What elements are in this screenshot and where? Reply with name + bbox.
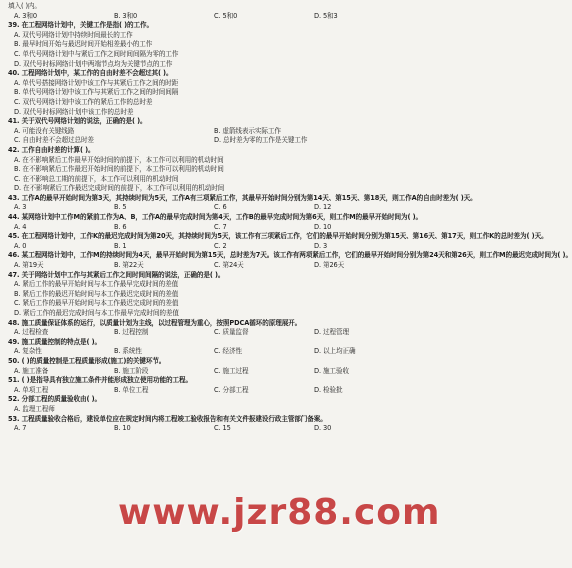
answer-option: A. 3 <box>14 203 27 212</box>
answer-option: B. 单代号网络计划中该工作与其紧后工作之间的时间间隔 <box>14 88 179 97</box>
question-stem: 52. 分部工程的质量验收由( )。 <box>8 395 102 404</box>
answer-option: C. 自由时差不会超过总时差 <box>14 136 94 145</box>
answer-option: A. 单项工程 <box>14 385 49 394</box>
answer-option: A. 施工准备 <box>14 366 49 375</box>
answer-option: D. 紧后工作的最迟完成时间与本工作最早完成时间的差值 <box>14 309 179 317</box>
answer-option: B. 单位工程 <box>114 385 149 394</box>
answer-option: D. 在不影响紧后工作最迟完成时间的前提下，本工作可以利用的机动时间 <box>14 184 225 193</box>
question-stem: 43. 工作A的最早开始时间为第3天，其持续时间为5天，工作A有三项紧后工作，其最早开始时间分别为第14天、第15天、第18天，则工作A的自由时差为( )天。 <box>8 193 477 202</box>
answer-option: A. 可能没有关键线路 <box>14 126 75 135</box>
answer-options-row <box>8 424 414 434</box>
answer-option: D. 总时差为零的工作是关键工作 <box>214 136 308 145</box>
answer-option: B. 施工阶段 <box>114 366 149 375</box>
answer-option: C. 7 <box>214 222 227 231</box>
answer-option: D. 双代号时标网络计划中两端节点均为关键节点的工作 <box>14 59 173 68</box>
answer-options-row <box>8 127 414 137</box>
answer-option: D. 5和3 <box>314 11 338 20</box>
answer-option: A. 双代号网络计划中持续时间最长的工作 <box>14 30 133 39</box>
answer-option: C. 施工过程 <box>214 366 249 375</box>
answer-option: A. 4 <box>14 222 27 231</box>
answer-options-row <box>8 12 414 22</box>
answer-option: A. 监理工程师 <box>14 404 55 413</box>
question-stem: 44. 某网络计划中工作M的紧前工作为A、B，工作A的最早完成时间为第4天，工作B的最早完成时间为第6天，则工作M的最早开始时间为( )。 <box>8 213 423 222</box>
answer-options-row <box>8 223 414 233</box>
answer-option: D. 以上均正确 <box>314 347 356 356</box>
watermark-logo: www.jzr88.com <box>118 492 441 533</box>
answer-option: C. 6 <box>214 203 227 212</box>
answer-option: B. 过程控制 <box>114 328 149 337</box>
answer-options-row <box>8 261 414 271</box>
answer-option: C. 单代号网络计划中与紧后工作之间时间间隔为零的工作 <box>14 49 179 58</box>
answer-option: B. 最早时间开始与最迟时间开始相差最小的工作 <box>14 40 153 49</box>
answer-options-row <box>8 386 414 396</box>
answer-option: B. 6 <box>114 222 127 231</box>
answer-option: C. 2 <box>214 241 227 250</box>
answer-option: C. 质量监督 <box>214 328 249 337</box>
answer-option: A. 7 <box>14 424 27 433</box>
question-stem: 41. 关于双代号网络计划的说法，正确的是( )。 <box>8 117 147 126</box>
answer-option: C. 在不影响总工期的前提下，本工作可以利用的机动时间 <box>14 174 179 183</box>
answer-option: C. 紧后工作的最早开始时间与本工作最迟完成时间的差值 <box>14 299 179 308</box>
question-stem: 53. 工程质量验收合格后，建设单位应在规定时间内将工程竣工验收报告和有关文件报建设行政主管部门备案。 <box>8 414 327 423</box>
answer-options-row <box>8 203 414 213</box>
answer-option: D. 3 <box>314 241 328 250</box>
answer-option: B. 在不影响紧后工作最迟开始时间的前提下，本工作可以利用的机动时间 <box>14 165 224 174</box>
answer-option: D. 施工验收 <box>314 366 349 375</box>
answer-option: D. 30 <box>314 424 332 433</box>
answer-option: A. 第19天 <box>14 261 44 270</box>
answer-option: B. 3和0 <box>114 11 138 20</box>
answer-option: B. 第22天 <box>114 261 144 270</box>
answer-options-row <box>8 328 414 338</box>
answer-option: B. 紧后工作的最迟开始时间与本工作最迟完成时间的差值 <box>14 289 179 298</box>
question-stem: 40. 工程网络计划中，某工作的自由时差不会超过其( )。 <box>8 69 173 78</box>
answer-option: C. 5和0 <box>214 11 238 20</box>
question-stem: 39. 在工程网络计划中，关键工作是指( )的工作。 <box>8 21 153 30</box>
answer-option: D. 10 <box>314 222 332 231</box>
answer-option: A. 在不影响紧后工作最早开始时间的前提下，本工作可以利用的机动时间 <box>14 155 224 164</box>
text-line: 填入( )内。 <box>8 2 41 10</box>
answer-option: C. 分部工程 <box>214 385 249 394</box>
question-stem: 49. 施工质量控制的特点是( )。 <box>8 337 102 346</box>
answer-option: A. 3和0 <box>14 11 37 20</box>
question-stem: 45. 在工程网络计划中，工作K的最迟完成时间为第20天，其持续时间为5天，该工作有三项紧后工作，它们的最早开始时间分别为第15天、第16天、第17天，则工作K的总时差为( )天。 <box>8 232 548 241</box>
answer-option: C. 双代号网络计划中该工作的紧后工作的总时差 <box>14 97 153 106</box>
question-stem: 46. 某工程网络计划中，工作M的持续时间为4天，最早开始时间为第15天，总时差为7天。该工作有两项紧后工作，它们的最早开始时间分别为第24天和第26天，则工作M的最迟完成时间为( )。 <box>8 251 572 260</box>
answer-option: B. 1 <box>114 241 127 250</box>
answer-option: A. 0 <box>14 241 27 250</box>
answer-option: D. 第26天 <box>314 261 345 270</box>
answer-option: A. 紧后工作的最早开始时间与本工作最早完成时间的差值 <box>14 280 179 289</box>
question-stem: 48. 施工质量保证体系的运行，以质量计划为主线，以过程管理为重心，按照PDCA循环的原理展开。 <box>8 318 302 327</box>
answer-option: C. 经济性 <box>214 347 242 356</box>
question-stem: 51. ( )是指导具有独立施工条件并能形成独立使用功能的工程。 <box>8 376 192 385</box>
answer-options-row <box>8 242 414 252</box>
answer-option: D. 双代号时标网络计划中该工作的总时差 <box>14 107 134 116</box>
answer-option: D. 12 <box>314 203 332 212</box>
answer-option: B. 10 <box>114 424 131 433</box>
answer-option: B. 系统性 <box>114 347 142 356</box>
answer-option: D. 检验批 <box>314 385 343 394</box>
answer-option: B. 5 <box>114 203 127 212</box>
answer-option: D. 过程管理 <box>314 328 349 337</box>
answer-option: A. 过程检查 <box>14 328 49 337</box>
answer-option: A. 单代号搭接网络计划中该工作与其紧后工作之间的时距 <box>14 78 179 87</box>
answer-option: C. 第24天 <box>214 261 244 270</box>
question-stem: 42. 工作自由时差的计算( )。 <box>8 145 95 154</box>
answer-options-row <box>8 136 414 146</box>
question-stem: 47. 关于网络计划中工作与其紧后工作之间时间间隔的说法，正确的是( )。 <box>8 270 225 279</box>
answer-option: B. 虚箭线表示实际工作 <box>214 126 281 135</box>
question-stem: 50. ( )的质量控制是工程质量形成(施工)的关键环节。 <box>8 356 166 365</box>
answer-option: C. 15 <box>214 424 231 433</box>
answer-option: A. 复杂性 <box>14 347 42 356</box>
answer-options-row <box>8 347 414 357</box>
answer-options-row <box>8 367 414 377</box>
